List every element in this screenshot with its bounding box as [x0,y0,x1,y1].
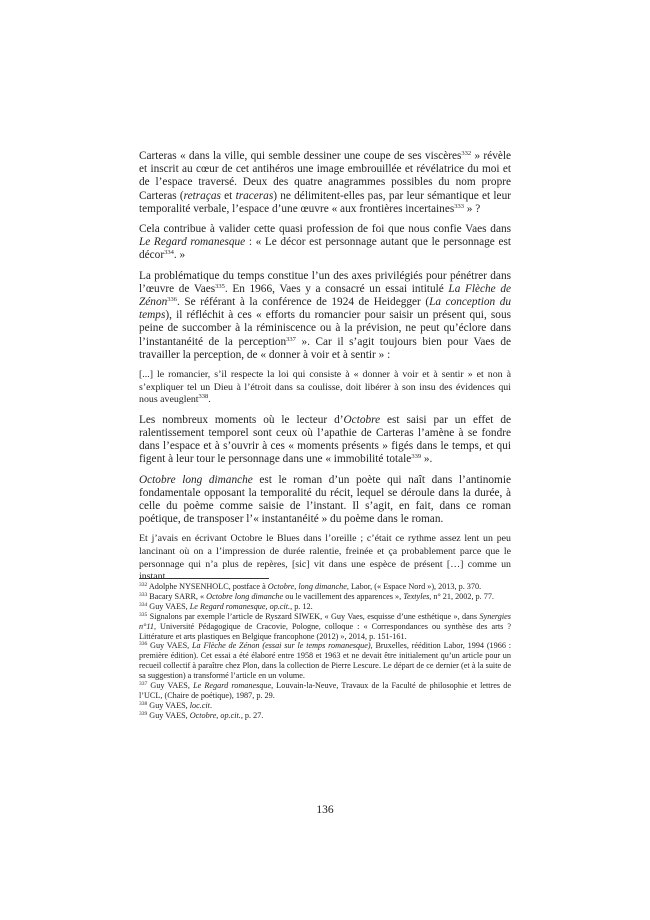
footnote: $^{333}$ Bacary SARR, « Octobre long dimanche ou le vacillement des apparences », Textyles, n° 21, 2002, p. 77. [139,591,494,601]
footnote: $^{334}$ Guy VAES, Le Regard romanesque, op.cit., p. 12. [139,601,313,611]
footnote: $^{338}$ Guy VAES, loc.cit. [139,700,212,710]
footnotes [139,582,511,721]
paragraph: Les nombreux moments où le lecteur d’Octobre est saisi par un effet de ralentissement temporel sont ceux où l’apathie de Carteras l’amène à se fondre dans l’espace et à s’ouvrir à ces « moments présents » figés dans le temps, et qui figent à leur tour le personnage dans une « immobilité totale$^{339}$ ». [139,413,512,466]
paragraph: Carteras « dans la ville, qui semble dessiner une coupe de ses viscères$^{332}$ » révèle et inscrit au cœur de cet antihéros une image embrouillée et révélatrice du moi et de l’espace traversé. Deux des quatre anagrammes possibles du nom propre Carteras (retraças et traceras) ne délimitent-elles pas, par leur sémantique et leur temporalité verbale, l’espace d’une œuvre « aux frontières incertaines$^{333}$ » ? [139,150,512,215]
footnote: $^{339}$ Guy VAES, Octobre, op.cit., p. 27. [139,710,264,720]
footnote: $^{336}$ Guy VAES, La Flèche de Zénon (essai sur le temps romanesque), Bruxelles, réédition Labor, 1994 (1966 : première édition). Cet essai a été élaboré entre 1958 et 1963 et ne devait être initialement qu’un article pour un recueil collectif à paraître chez Plon, dans la collection de Pierre Lescure. Le départ de ce dernier (et à la suite de sa suggestion) a transformé l’article en un volume. [139,641,512,681]
block-quote: Et j’avais en écrivant Octobre le Blues dans l’oreille ; c’était ce rythme assez lent un peu lancinant où on a l’impression de durée ralentie, freinée et ça probablement parce que le personnage qui n’a plus de repères, [sic] vit dans une espèce de présent […] comme un instant [139,533,511,583]
footnote: $^{332}$ Adolphe NYSENHOLC, postface à Octobre, long dimanche, Labor, (« Espace Nord »), 2013, p. 370. [139,582,482,591]
footnote: $^{335}$ Signalons par exemple l’article de Ryszard SIWEK, « Guy Vaes, esquisse d’une esthétique », dans Synergies n°11, Université Pédagogique de Cracovie, Pologne, colloque : « Correspondances ou synthèse des arts ? Littérature et arts plastiques en Belgique francophone (2012) », 2014, p. 151-161. [139,611,511,641]
paragraph: La problématique du temps constitue l’un des axes privilégiés pour pénétrer dans l’œuvre de Vaes$^{335}$. En 1966, Vaes y a consacré un essai intitulé La Flèche de Zénon$^{336}$. Se référant à la conférence de 1924 de Heidegger (La conception du temps), il réfléchit à ces « efforts du romancier pour saisir un présent qui, sous peine de succomber à la réminiscence ou à la prévision, ne peut qu’éclore dans l’instantanéité de la perception$^{337}$ ». Car il s’agit toujours bien pour Vaes de travailler la perception, de « donner à voir et à sentir » : [139,269,511,361]
block-quote: [...] le romancier, s’il respecte la loi qui consiste à « donner à voir et à sentir » et non à s’expliquer tel un Dieu à l’étroit dans sa coulisse, doit libérer à son insu des évidences qui nous aveuglent$^{338}$. [139,369,511,406]
footnote: $^{337}$ Guy VAES, Le Regard romanesque, Louvain-la-Neuve, Travaux de la Faculté de philosophie et lettres de l’UCL, (Chaire de poétique), 1987, p. 29. [139,681,511,700]
paragraph: Octobre long dimanche est le roman d’un poète qui naît dans l’antinomie fondamentale opposant la temporalité du récit, lequel se déroule dans la durée, à celle du poème comme saisie de l’instant. Il s’agit, en fait, dans ce roman poétique, de transposer l’« instantanéité » du poème dans le roman. [139,473,511,526]
page-number: 136 [316,804,334,816]
footnote-separator [139,578,269,579]
main-text [139,150,511,591]
paragraph: Cela contribue à valider cette quasi profession de foi que nous confie Vaes dans Le Regard romanesque : « Le décor est personnage autant que le personnage est décor$^{334}$. » [139,223,511,262]
